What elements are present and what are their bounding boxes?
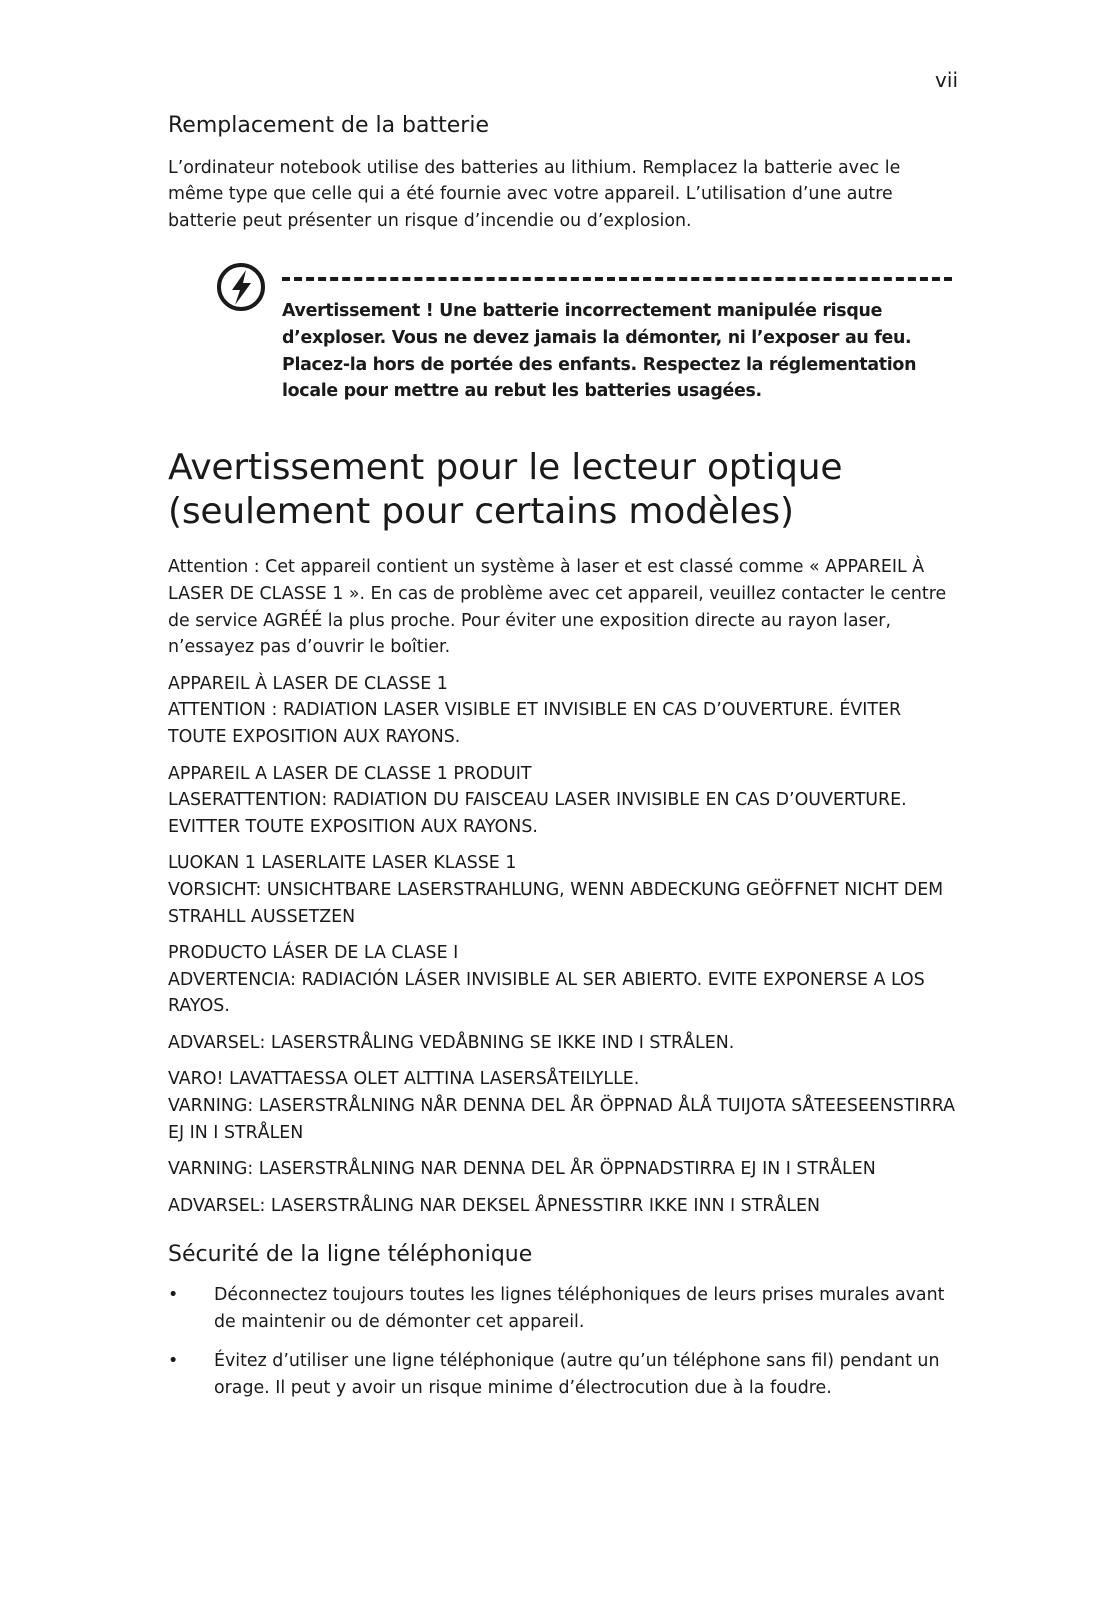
laser-label-line: APPAREIL À LASER DE CLASSE 1 [168, 673, 448, 694]
list-item [168, 1348, 958, 1401]
list-item-text: Évitez d’utiliser une ligne téléphonique (autre qu’un téléphone sans fil) pendant un orage. Il peut y avoir un risque minime d’électrocution due à la foudre. [214, 1351, 940, 1398]
laser-label-block [168, 1193, 958, 1220]
laser-label-line: LASERATTENTION: RADIATION DU FAISCEAU LASER INVISIBLE EN CAS D’OUVERTURE. EVITTER TOUTE EXPOSITION AUX RAYONS. [168, 790, 907, 837]
bullet-icon: • [168, 1351, 179, 1372]
laser-label-line: LUOKAN 1 LASERLAITE LASER KLASSE 1 [168, 853, 517, 874]
laser-label-line: ATTENTION : RADIATION LASER VISIBLE ET INVISIBLE EN CAS D’OUVERTURE. ÉVITER TOUTE EXPOSITION AUX RAYONS. [168, 700, 902, 747]
list-item [168, 1282, 958, 1335]
page-number: vii [935, 68, 958, 92]
laser-label-line: VORSICHT: UNSICHTBARE LASERSTRAHLUNG, WENN ABDECKUNG GEÖFFNET NICHT DEM STRAHLL AUSSETZEN [168, 879, 944, 927]
phone-section-title: Sécurité de la ligne téléphonique [168, 1242, 533, 1268]
battery-section-body: L’ordinateur notebook utilise des batteries au lithium. Remplacez la batterie avec le même type que celle qui a été fournie avec votre appareil. L’utilisation d’une autre batterie peut présenter un risque d’incendie ou d’explosion. [168, 157, 901, 231]
laser-label-block [168, 1030, 958, 1057]
optical-title-line1: Avertissement pour le lecteur optique [168, 447, 843, 489]
laser-label-line: VARO! LAVATTAESSA OLET ALTTINA LASERSÅTEILYLLE. [168, 1069, 640, 1090]
battery-warning-text: Avertissement ! Une batterie incorrectement manipulée risque d’exploser. Vous ne devez jamais la démonter, ni l’exposer au feu. Placez-la hors de portée des enfants. Respectez la réglementation locale pour mettre au rebut les batteries usagées. [282, 301, 917, 402]
laser-label-block [168, 671, 958, 751]
laser-label-line: VARNING: LASERSTRÅLNING NÅR DENNA DEL ÅR ÖPPNAD ÅLÅ TUIJOTA SÅTEESEENSTIRRA EJ IN I STRÅLEN [168, 1096, 955, 1143]
lightning-warning-icon [215, 261, 267, 313]
bullet-icon: • [168, 1285, 179, 1306]
battery-section-title: Remplacement de la batterie [168, 113, 489, 138]
laser-label-block [168, 761, 958, 841]
optical-title-line2: (seulement pour certains modèles) [168, 491, 794, 533]
laser-label-line: ADVERTENCIA: RADIACIÓN LÁSER INVISIBLE AL SER ABIERTO. EVITE EXPONERSE A LOS RAYOS. [168, 969, 925, 1017]
optical-intro: Attention : Cet appareil contient un système à laser et est classé comme « APPAREIL À LASER DE CLASSE 1 ». En cas de problème avec cet appareil, veuillez contacter le centre de service AGRÉÉ la plus proche. Pour éviter une exposition directe au rayon laser, n’essayez pas d’ouvrir le boîtier. [168, 557, 947, 658]
laser-label-block [168, 850, 958, 930]
battery-warning [168, 258, 958, 416]
laser-label-block [168, 1156, 958, 1183]
laser-label-line: ADVARSEL: LASERSTRÅLING NAR DEKSEL ÅPNESSTIRR IKKE INN I STRÅLEN [168, 1195, 820, 1216]
laser-labels [168, 671, 958, 1220]
laser-label-line: ADVARSEL: LASERSTRÅLING VEDÅBNING SE IKKE IND I STRÅLEN. [168, 1032, 735, 1053]
phone-safety-list [168, 1282, 958, 1401]
laser-label-line: PRODUCTO LÁSER DE LA CLASE I [168, 943, 459, 964]
laser-label-block [168, 1066, 958, 1146]
page-content [168, 112, 958, 1414]
list-item-text: Déconnectez toujours toutes les lignes téléphoniques de leurs prises murales avant de maintenir ou de démonter cet appareil. [214, 1285, 945, 1332]
laser-label-block [168, 940, 958, 1020]
optical-section-title [168, 446, 958, 534]
laser-label-line: APPAREIL A LASER DE CLASSE 1 PRODUIT [168, 763, 532, 784]
laser-label-line: VARNING: LASERSTRÅLNING NAR DENNA DEL ÅR ÖPPNADSTIRRA EJ IN I STRÅLEN [168, 1159, 876, 1180]
warning-divider [282, 277, 952, 281]
